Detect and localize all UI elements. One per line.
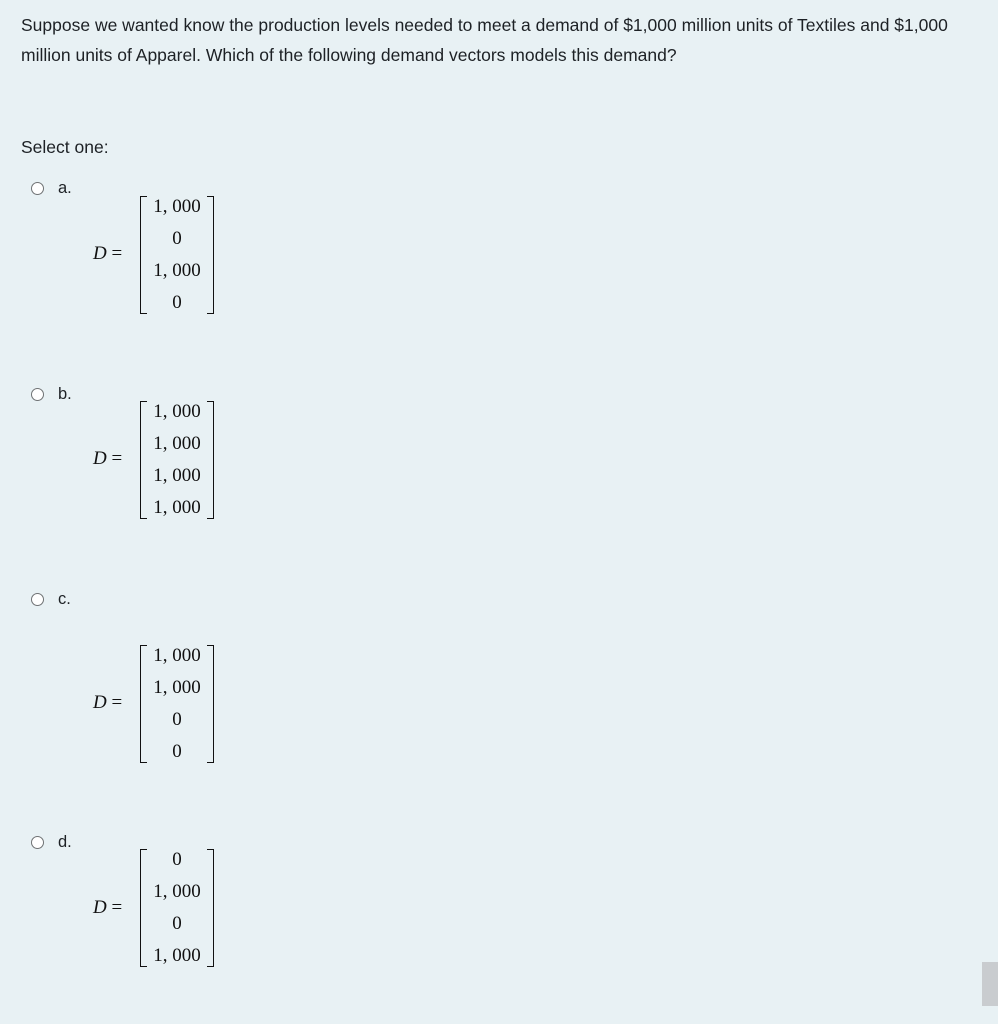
radio-option-b[interactable] [31, 388, 44, 401]
matrix-d [140, 849, 214, 967]
lhs-var-b: D [93, 448, 107, 469]
matrix-a [140, 196, 214, 314]
lhs-eq-b: = [106, 448, 123, 469]
lhs-var-d: D [93, 897, 107, 918]
matrix-entry: 1, 000 [153, 433, 201, 454]
lhs-a [93, 243, 122, 265]
matrix-entry: 1, 000 [153, 401, 201, 422]
matrix-entry: 0 [172, 913, 182, 934]
lhs-b [93, 448, 122, 470]
question-text: Suppose we wanted know the production levels needed to meet a demand of $1,000 million units of Textiles and $1,000 million units of Apparel. Which of the following demand vectors models this demand? [21, 15, 948, 65]
matrix-entry: 0 [172, 741, 182, 762]
matrix-entry: 1, 000 [153, 497, 201, 518]
matrix-entry: 1, 000 [153, 645, 201, 666]
radio-option-d[interactable] [31, 836, 44, 849]
matrix-b [140, 401, 214, 519]
option-label-d: d. [58, 833, 72, 851]
lhs-c [93, 692, 122, 714]
matrix-entry: 1, 000 [153, 465, 201, 486]
lhs-d [93, 897, 122, 919]
option-label-c: c. [58, 590, 71, 608]
matrix-entry: 1, 000 [153, 677, 201, 698]
lhs-eq-d: = [106, 897, 123, 918]
matrix-entry: 1, 000 [153, 881, 201, 902]
lhs-eq-a: = [106, 243, 123, 264]
radio-option-c[interactable] [31, 593, 44, 606]
scrollbar-thumb[interactable] [982, 962, 998, 1006]
option-label-a: a. [58, 179, 72, 197]
matrix-entry: 0 [172, 709, 182, 730]
matrix-c [140, 645, 214, 763]
select-one-prompt: Select one: [21, 137, 109, 157]
lhs-eq-c: = [106, 692, 123, 713]
matrix-entry: 0 [172, 292, 182, 313]
option-label-b: b. [58, 385, 72, 403]
radio-option-a[interactable] [31, 182, 44, 195]
lhs-var-a: D [93, 243, 107, 264]
matrix-entry: 1, 000 [153, 196, 201, 217]
lhs-var-c: D [93, 692, 107, 713]
matrix-entry: 1, 000 [153, 260, 201, 281]
matrix-entry: 0 [172, 228, 182, 249]
matrix-entry: 1, 000 [153, 945, 201, 966]
matrix-entry: 0 [172, 849, 182, 870]
